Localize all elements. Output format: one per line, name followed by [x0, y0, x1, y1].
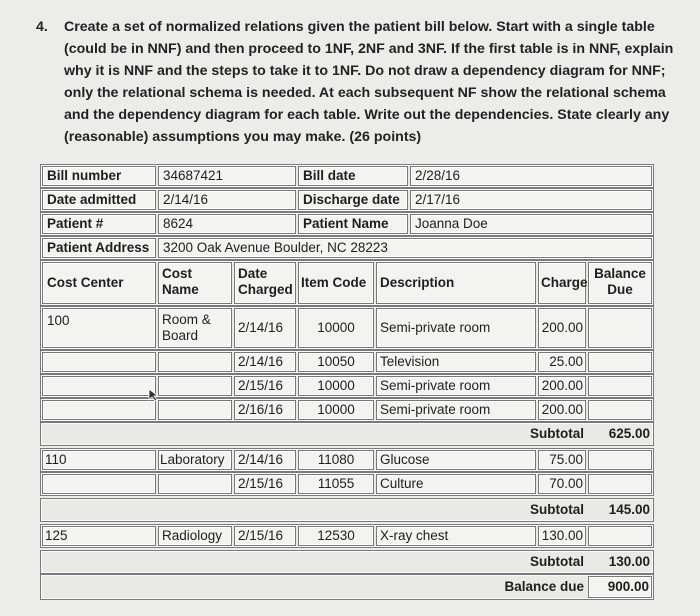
cost-center-cell: 100 [42, 308, 156, 348]
charge-cell: 70.00 [538, 474, 586, 494]
description-cell: Semi-private room [376, 376, 536, 396]
charge-cell: 200.00 [538, 308, 586, 348]
header-date-charged-line2: Charged [238, 282, 293, 297]
date-cell: 2/14/16 [234, 308, 296, 348]
subtotal-label: Subtotal [530, 502, 584, 517]
header-date-charged [234, 262, 296, 304]
header-cost-name-line1: Cost [162, 266, 192, 281]
description-cell: X-ray chest [376, 526, 536, 546]
patient-num-label: Patient # [42, 214, 156, 234]
date-cell: 2/15/16 [234, 526, 296, 546]
item-code-cell: 10000 [298, 400, 374, 420]
question-line: Create a set of normalized relations given the patient bill below. Start with a single table [64, 19, 655, 35]
item-code-cell: 12530 [298, 526, 374, 546]
discharge-date-value: 2/17/16 [410, 190, 652, 210]
header-charge: Charge [538, 262, 586, 304]
description-cell: Television [376, 352, 536, 372]
cost-center-cell: 110 [42, 450, 156, 470]
cost-center-cell [42, 352, 156, 372]
cost-name-cell [158, 376, 232, 396]
cost-center-cell [42, 400, 156, 420]
charge-cell: 130.00 [538, 526, 586, 546]
question-line: (could be in NNF) and then proceed to 1NF, 2NF and 3NF. If the first table is in NNF, explain [64, 41, 674, 57]
balance-cell [588, 474, 652, 494]
header-cost-name [158, 262, 232, 304]
cost-center-cell [42, 474, 156, 494]
date-admitted-value: 2/14/16 [158, 190, 296, 210]
balance-cell [588, 526, 652, 546]
header-cost-center: Cost Center [42, 262, 156, 304]
question-line: (reasonable) assumptions you may make. (26 points) [64, 129, 422, 145]
header-cost-name-line2: Name [162, 282, 199, 297]
bill-date-label: Bill date [298, 166, 408, 186]
cost-center-cell: 125 [42, 526, 156, 546]
cost-name-cell: Radiology [158, 526, 232, 546]
discharge-date-label: Discharge date [298, 190, 408, 210]
charge-cell: 25.00 [538, 352, 586, 372]
cost-name-cell [158, 352, 232, 372]
patient-name-value: Joanna Doe [410, 214, 652, 234]
balance-cell [588, 400, 652, 420]
question-line: why it is NNF and the steps to take it to 1NF. Do not draw a dependency diagram for NNF; [64, 63, 666, 79]
date-cell: 2/14/16 [234, 450, 296, 470]
subtotal-value: 130.00 [608, 554, 650, 569]
description-cell: Semi-private room [376, 400, 536, 420]
cost-name-cell: Laboratory [158, 450, 232, 470]
item-code-cell: 11080 [298, 450, 374, 470]
date-cell: 2/16/16 [234, 400, 296, 420]
description-cell: Glucose [376, 450, 536, 470]
item-code-cell: 11055 [298, 474, 374, 494]
date-cell: 2/14/16 [234, 352, 296, 372]
item-code-cell: 10000 [298, 308, 374, 348]
subtotal-label: Subtotal [530, 426, 584, 441]
balance-cell [588, 450, 652, 470]
header-description: Description [376, 262, 536, 304]
item-code-cell: 10000 [298, 376, 374, 396]
patient-address-label: Patient Address [42, 238, 156, 258]
header-date-charged-line1: Date [238, 266, 268, 281]
header-balance-due [588, 262, 652, 304]
header-balance-due-line1: Balance [594, 266, 646, 281]
patient-bill-table [40, 164, 656, 602]
charge-cell: 200.00 [538, 400, 586, 420]
charge-cell: 75.00 [538, 450, 586, 470]
subtotal-label: Subtotal [530, 554, 584, 569]
description-cell: Culture [376, 474, 536, 494]
patient-address-value: 3200 Oak Avenue Boulder, NC 28223 [158, 238, 652, 258]
question-line: only the relational schema is needed. At each subsequent NF show the relational schema [64, 85, 666, 101]
bill-number-label: Bill number [42, 166, 156, 186]
cost-center-cell [42, 376, 156, 396]
balance-cell [588, 376, 652, 396]
subtotal-value: 145.00 [608, 502, 650, 517]
balance-due-label: Balance due [504, 579, 584, 594]
question-number: 4. [36, 19, 48, 35]
cost-name-cell [158, 474, 232, 494]
mouse-pointer-icon [148, 388, 160, 402]
cost-name-line1: Room & [162, 312, 211, 327]
charge-cell: 200.00 [538, 376, 586, 396]
cost-name-cell [158, 308, 232, 348]
bill-date-value: 2/28/16 [410, 166, 652, 186]
balance-cell [588, 352, 652, 372]
description-cell: Semi-private room [376, 308, 536, 348]
patient-num-value: 8624 [158, 214, 296, 234]
date-cell: 2/15/16 [234, 474, 296, 494]
item-code-cell: 10050 [298, 352, 374, 372]
date-admitted-label: Date admitted [42, 190, 156, 210]
date-cell: 2/15/16 [234, 376, 296, 396]
header-item-code: Item Code [298, 262, 374, 304]
question-line: and the dependency diagram for each table. Write out the dependencies. State clearly any [64, 107, 670, 123]
cost-name-line2: Board [162, 328, 199, 343]
balance-due-value: 900.00 [588, 576, 652, 598]
balance-cell [588, 308, 652, 348]
header-balance-due-line2: Due [607, 282, 633, 297]
cost-name-cell [158, 400, 232, 420]
bill-number-value: 34687421 [158, 166, 296, 186]
subtotal-value: 625.00 [608, 426, 650, 441]
patient-name-label: Patient Name [298, 214, 408, 234]
